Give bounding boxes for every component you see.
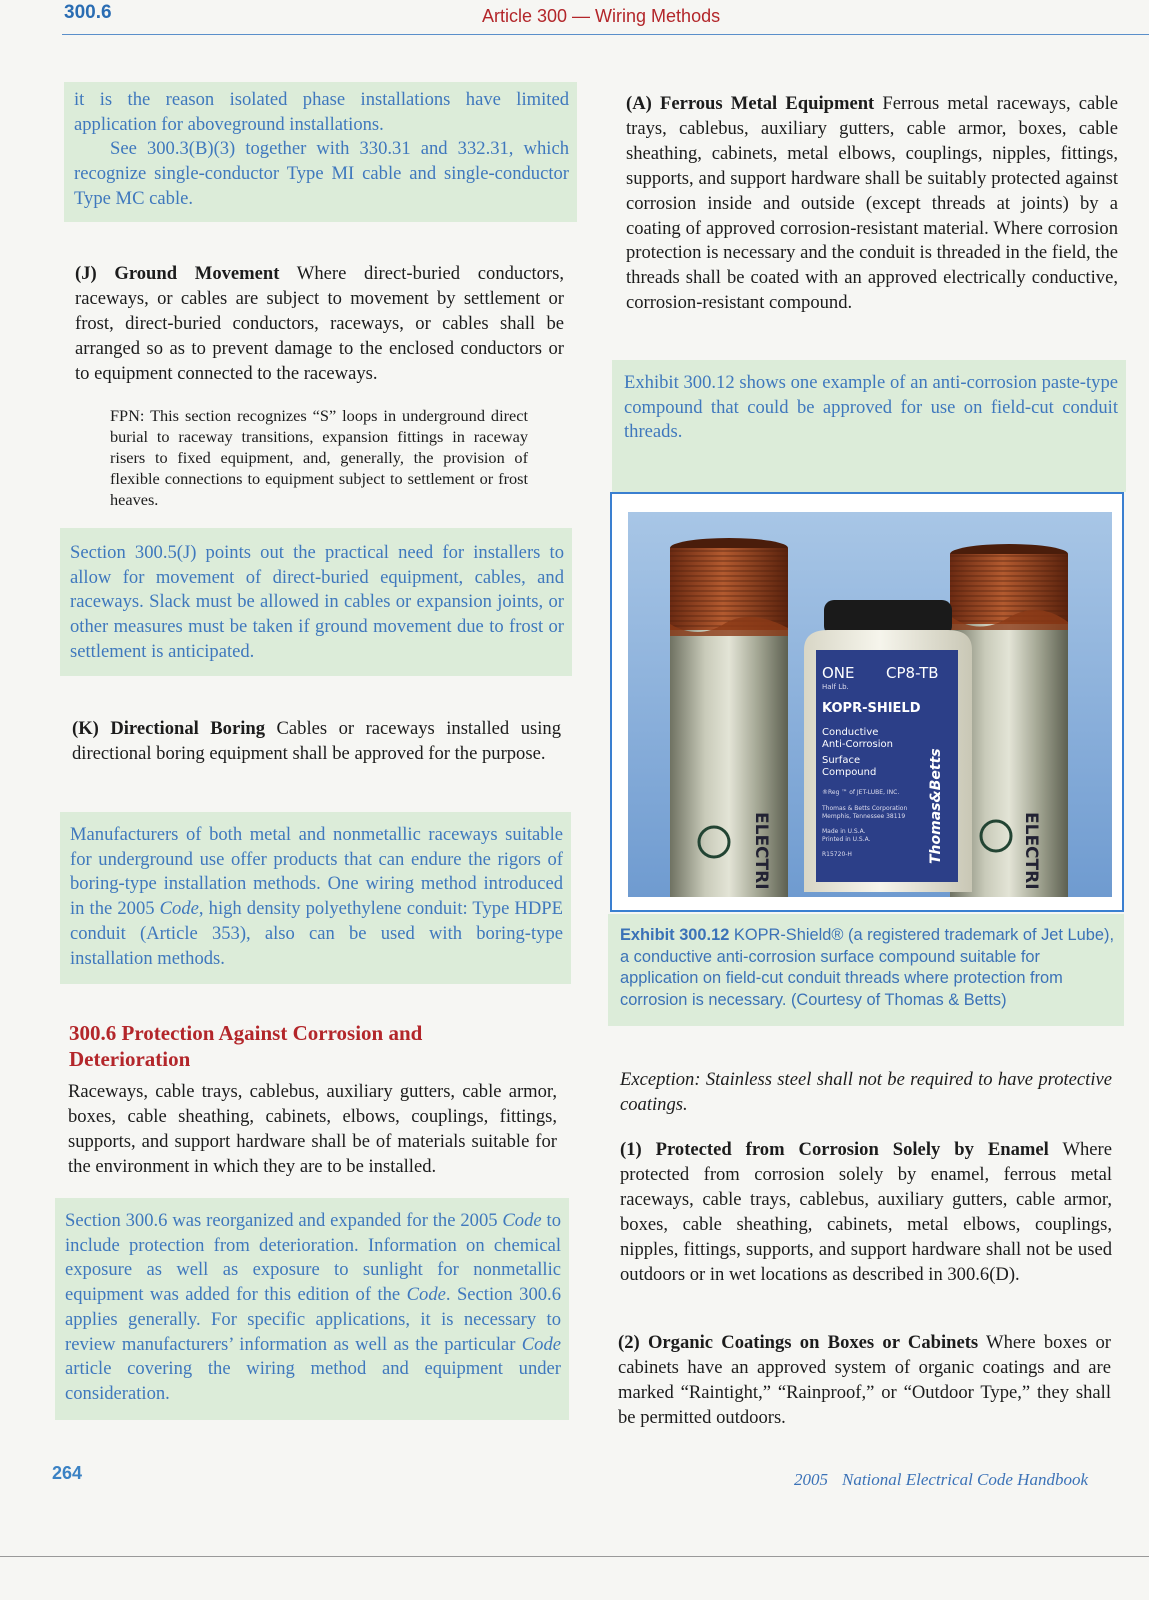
exhibit-caption-text: KOPR-Shield® (a registered trademark of Jet Lube), a conductive anti-corrosion surface compound suitable for application on field-cut conduit threads where protection from corrosion is necessary. (Courtesy of Thomas & Betts) [620,926,1115,1009]
jar-label-text: Anti-Corrosion [822,739,893,750]
paragraph-body: Cables or raceways installed using directional boring equipment shall be approved for the purpose. [72,718,562,764]
text-run: Section 300.6 was reorganized and expanded for the 2005 [65,1210,503,1231]
text-run-italic: Code [502,1210,542,1231]
paragraph-enamel [620,1138,1112,1287]
commentary-box-section-300-6 [55,1198,569,1420]
paragraph-heading: (A) Ferrous Metal Equipment [626,93,875,114]
jar-label-text: ONE [822,664,855,682]
section-heading [69,1020,469,1072]
paragraph-heading: (K) Directional Boring [72,718,266,739]
exhibit-caption [620,925,1114,1011]
paragraph-body: Where direct-buried conductors, raceways, or cables are subject to movement by settlement or frost, direct-buried conductors, raceways, or cables shall be arranged so as to prevent damage to the enclosed conductors or to equipment connected to the raceways. [75,263,564,384]
kopr-shield-jar [804,600,972,892]
text-run-italic: Code [406,1284,446,1306]
commentary-text [74,88,569,212]
running-foot-year: 2005 [794,1470,828,1489]
commentary-text [65,1209,561,1407]
running-head-section: 300.6 [64,2,112,23]
paragraph-ferrous-metal [626,92,1118,316]
commentary-box-boring [60,812,571,984]
running-head-title: Article 300 — Wiring Methods [482,6,721,26]
pipe-label-text: ELECTRI [751,812,771,890]
fine-print-note: FPN: This section recognizes “S” loops in underground direct burial to raceway transitions, expansion fittings in raceway risers to fixed equipment, and, generally, the provision of flexible connections to equipment subject to settlement or frost heaves. [110,406,528,509]
paragraph-body: Where protected from corrosion solely by enamel, ferrous metal raceways, cable trays, cablebus, auxiliary gutters, cable armor, boxes, cable sheathing, cabinets, metal elbows, couplings, nipples, fittings, supports, and support hardware shall not be used outdoors or in wet locations as described in 300.6(D). [620,1139,1112,1285]
jar-label-text: Made in U.S.A. [822,828,866,835]
commentary-text: Section 300.5(J) points out the practical need for installers to allow for movement of direct-buried equipment, cables, and raceways. Slack must be allowed in cables or expansion joints, or other measures must be taken if ground movement due to frost or settlement is anticipated. [70,542,564,662]
jar-label-text: Surface [822,755,861,766]
running-foot [794,1470,1088,1490]
exhibit-figure-frame [610,492,1124,912]
jar-label-text: Compound [822,767,877,778]
jar-label-text: Printed in U.S.A. [822,836,871,843]
page-number: 264 [52,1463,83,1483]
conduit-pipe-left [670,538,788,897]
paragraph-heading: (J) Ground Movement [75,263,280,284]
paragraph-exception: Exception: Stainless steel shall not be required to have protective coatings. [620,1069,1112,1115]
commentary-text: Exhibit 300.12 shows one example of an anti-corrosion paste-type compound that could be approved for use on field-cut conduit threads. [624,372,1118,443]
paragraph-heading: (2) Organic Coatings on Boxes or Cabinets [618,1332,979,1353]
page-edge-rule [0,1556,1149,1557]
paragraph-organic-coatings [618,1331,1111,1431]
paragraph-heading: (1) Protected from Corrosion Solely by Enamel [620,1139,1049,1160]
text-run: . Section 300.6 applies generally. For specific applications, it is necessary to review manufacturers’ information as well as the particular [65,1284,561,1355]
jar-label-text: Half Lb. [822,683,849,691]
paragraph-body: Ferrous metal raceways, cable trays, cablebus, auxiliary gutters, cable armor, boxes, cable sheathing, cabinets, metal elbows, couplings, nipples, fittings, supports, and support hardware shall be suitably protected against corrosion inside and outside (except threads at joints) by a coating of approved corrosion-resistant material. Where corrosion protection is necessary and the conduit is threaded in the field, the threads shall be coated with an approved electrically conductive, corrosion-resistant compound. [626,93,1118,314]
pipe-label-text: ELECTRI [1021,812,1041,890]
running-foot-title: National Electrical Code Handbook [842,1470,1088,1489]
text-run: to include protection from deterioration. Information on chemical exposure as well as exposure to sunlight for nonmetallic equipment was added for this edition of the [65,1210,561,1306]
jar-label-text: Conductive [822,727,879,738]
commentary-box-ground-movement [60,528,572,676]
jar-label-text: R15720-H [822,851,852,858]
header-rule [62,34,1149,35]
exhibit-caption-label: Exhibit 300.12 [620,926,730,944]
text-run: Manufacturers of both metal and nonmetallic raceways suitable for underground use offer products that can endure the rigors of boring-type installation methods. One wiring method introduced in the 2005 [70,824,563,920]
text-run: , high density polyethylene conduit: Type HDPE conduit (Article 353), also can be used with boring-type installation methods. [70,898,563,969]
exhibit-caption-box [608,914,1124,1026]
section-title: Protection Against Corrosion and Deterioration [69,1021,423,1071]
text-run: article covering the wiring method and equipment under consideration. [65,1358,561,1404]
exhibit-photo [628,512,1112,897]
paragraph-body: Where boxes or cabinets have an approved system of organic coatings and are marked “Raintight,” “Rainproof,” or “Outdoor Type,” they shall be permitted outdoors. [618,1332,1111,1428]
commentary-text [70,823,563,971]
jar-label-text: KOPR-SHIELD [822,701,921,716]
jar-label-text: Thomas & Betts Corporation [822,805,908,812]
jar-label-text: Memphis, Tennessee 38119 [822,813,906,820]
text-run-italic: Code [159,898,199,920]
text-run-italic: Code [521,1333,561,1355]
jar-label-text: CP8-TB [886,664,939,682]
commentary-box-isolated-phase [64,82,577,222]
paragraph-ground-movement [75,262,564,387]
commentary-box-exhibit-ref [612,360,1126,492]
commentary-line: See 300.3(B)(3) together with 330.31 and 332.31, which recognize single-conductor Type MI cable and single-conductor Type MC cable. [74,138,569,209]
jar-label-text: ®Reg ™ of JET-LUBE, INC. [822,789,900,796]
paragraph-directional-boring [72,717,561,767]
commentary-line: it is the reason isolated phase installations have limited application for aboveground installations. [74,89,569,135]
section-number: 300.6 [69,1021,117,1045]
jar-brand-vertical: Thomas&Betts [928,748,944,864]
paragraph-section-text: Raceways, cable trays, cablebus, auxiliary gutters, cable armor, boxes, cable sheathing, cabinets, elbows, couplings, fittings, supports, and support hardware shall be of materials suitable for the environment in which they are to be installed. [68,1081,557,1177]
